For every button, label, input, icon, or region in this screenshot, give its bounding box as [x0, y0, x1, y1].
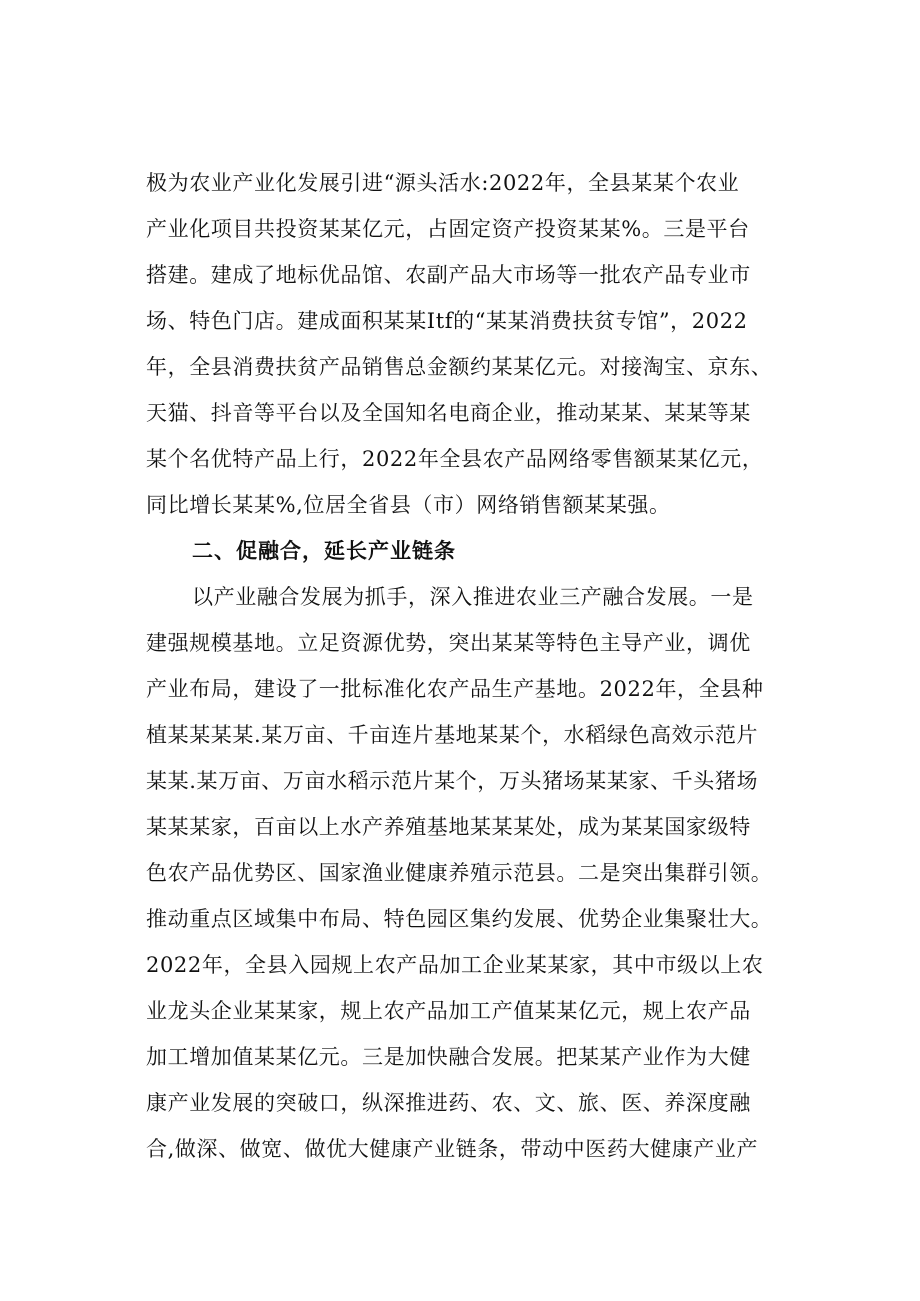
paragraph-line: 产业布局，建设了一批标准化农产品生产基地。2022年，全县种 — [146, 677, 764, 701]
paragraph-line: 加工增加值某某亿元。三是加快融合发展。把某某产业作为大健 — [146, 1045, 751, 1069]
paragraph-line: 2022年，全县入园规上农产品加工企业某某家，其中市级以上农 — [146, 953, 764, 977]
paragraph-line: 合,做深、做宽、做优大健康产业链条，带动中医药大健康产业产 — [146, 1137, 759, 1161]
paragraph-line: 某个名优特产品上行，2022年全县农产品网络零售额某某亿元， — [146, 447, 764, 471]
paragraph-line: 建强规模基地。立足资源优势，突出某某等特色主导产业，调优 — [146, 631, 751, 655]
paragraph-line: 极为农业产业化发展引进“源头活水:2022年，全县某某个农业 — [146, 171, 740, 195]
paragraph-line: 植某某某某.某万亩、千亩连片基地某某个，水稻绿色高效示范片 — [146, 723, 759, 747]
paragraph-line: 场、特色门店。建成面积某某Itf的“某某消费扶贫专馆”，2022 — [146, 309, 748, 333]
paragraph-line: 业龙头企业某某家，规上农产品加工产值某某亿元，规上农产品 — [146, 999, 751, 1023]
paragraph-line: 色农产品优势区、国家渔业健康养殖示范县。二是突出集群引领。 — [146, 861, 773, 885]
paragraph-line: 天猫、抖音等平台以及全国知名电商企业，推动某某、某某等某 — [146, 401, 751, 425]
paragraph-line: 某某.某万亩、万亩水稻示范片某个，万头猪场某某家、千头猪场 — [146, 769, 759, 793]
paragraph-1 — [146, 160, 806, 528]
paragraph-line: 某某某家，百亩以上水产养殖基地某某某处，成为某某国家级特 — [146, 815, 751, 839]
paragraph-line: 推动重点区域集中布局、特色园区集约发展、优势企业集聚壮大。 — [146, 907, 773, 931]
paragraph-line: 以产业融合发展为抓手，深入推进农业三产融合发展。一是 — [192, 585, 754, 609]
paragraph-line: 搭建。建成了地标优品馆、农副产品大市场等一批农产品专业市 — [146, 263, 751, 287]
section-heading: 二、促融合，延长产业链条 — [192, 539, 456, 563]
paragraph-line: 康产业发展的突破口，纵深推进药、农、文、旅、医、养深度融 — [146, 1091, 751, 1115]
paragraph-line: 同比增长某某%,位居全省县（市）网络销售额某某强。 — [146, 493, 671, 517]
paragraph-line: 产业化项目共投资某某亿元，占固定资产投资某某%。三是平台 — [146, 217, 750, 241]
paragraph-line: 年，全县消费扶贫产品销售总金额约某某亿元。对接淘宝、京东、 — [146, 355, 773, 379]
paragraph-2 — [146, 574, 806, 1172]
document-body — [146, 160, 806, 1172]
